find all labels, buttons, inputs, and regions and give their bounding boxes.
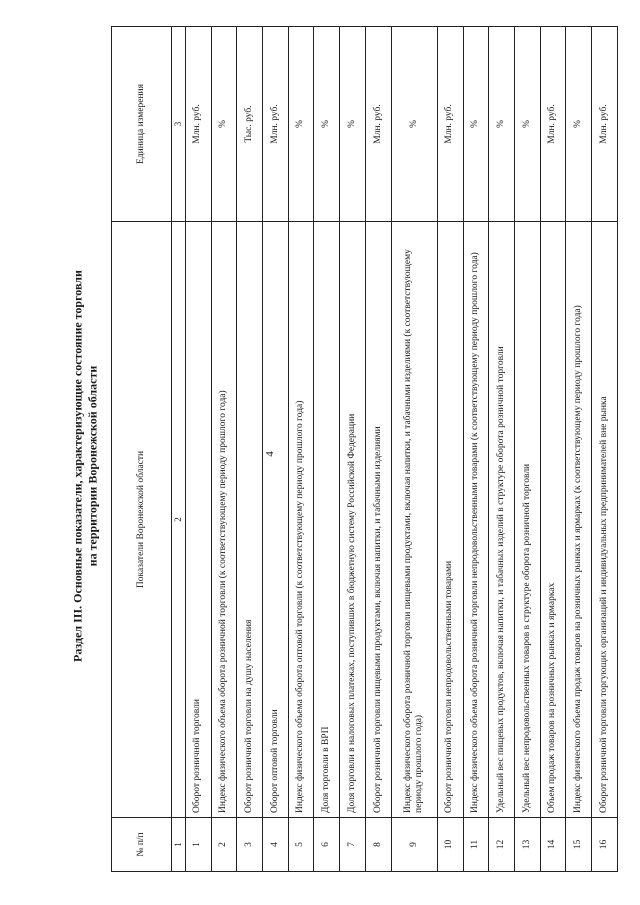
unit-cell: % <box>340 27 366 222</box>
table-row <box>514 27 540 872</box>
unit-cell: Тыс. руб. <box>237 27 263 222</box>
row-number-cell: 10 <box>437 818 463 872</box>
row-number-cell: 4 <box>263 818 289 872</box>
row-number-cell: 6 <box>314 818 340 872</box>
indicator-name-cell: Оборот розничной торговли на душу населения <box>237 222 263 818</box>
unit-cell: % <box>566 27 592 222</box>
page-number: 4 <box>264 451 276 457</box>
indicator-name-cell: Индекс физического объема продаж товаров на розничных рынках и ярмарках (к соответствующему периоду прошлого года) <box>566 222 592 818</box>
indicators-table-container <box>111 27 618 872</box>
unit-cell: % <box>463 27 489 222</box>
indicator-name-cell: Индекс физического оборота розничной торговли пищевыми продуктами, включая напитки, и табачными изделиями (к соответствующему периоду прошлого года) <box>391 222 437 818</box>
row-number-cell: 12 <box>489 818 515 872</box>
indicator-name-cell: Индекс физического объема оборота розничной торговли (к соответствующему периоду прошлого года) <box>211 222 237 818</box>
column-index: 3 <box>172 27 186 222</box>
row-number-cell: 14 <box>540 818 566 872</box>
table-row <box>340 27 366 872</box>
table-row <box>489 27 515 872</box>
table-header-row <box>112 27 172 872</box>
indicator-name-cell: Удельный вес пищевых продуктов, включая напитки, и табачных изделий в структуре оборота розничной торговли <box>489 222 515 818</box>
table-row <box>540 27 566 872</box>
column-index: 2 <box>172 222 186 818</box>
row-number-cell: 2 <box>211 818 237 872</box>
unit-cell: Млн. руб. <box>437 27 463 222</box>
table-row <box>211 27 237 872</box>
indicator-name-cell: Удельный вес непродовольственных товаров в структуре оборота розничной торговли <box>514 222 540 818</box>
unit-cell: % <box>211 27 237 222</box>
indicator-name-cell: Индекс физического объема оборота розничной торговли непродовольственными товарами (к соответствующему периоду прошлого года) <box>463 222 489 818</box>
table-row <box>592 27 618 872</box>
indicator-name-cell: Доля торговли в налоговых платежах, поступивших в бюджетную систему Российской Федерации <box>340 222 366 818</box>
table-row <box>463 27 489 872</box>
column-header-number: № п/п <box>112 818 172 872</box>
row-number-cell: 15 <box>566 818 592 872</box>
table-row <box>185 27 211 872</box>
row-number-cell: 9 <box>391 818 437 872</box>
table-row <box>365 27 391 872</box>
table-row <box>566 27 592 872</box>
unit-cell: Млн. руб. <box>365 27 391 222</box>
table-body <box>185 27 617 872</box>
section-heading-line-2: на территории Воронежской области <box>85 365 100 567</box>
table-row <box>314 27 340 872</box>
unit-cell: Млн. руб. <box>185 27 211 222</box>
unit-cell: % <box>514 27 540 222</box>
row-number-cell: 11 <box>463 818 489 872</box>
table-row <box>263 27 289 872</box>
row-number-cell: 16 <box>592 818 618 872</box>
row-number-cell: 1 <box>185 818 211 872</box>
indicator-name-cell: Доля торговли в ВРП <box>314 222 340 818</box>
unit-cell: % <box>288 27 314 222</box>
table-row <box>391 27 437 872</box>
unit-cell: % <box>489 27 515 222</box>
row-number-cell: 13 <box>514 818 540 872</box>
table-row <box>237 27 263 872</box>
unit-cell: % <box>314 27 340 222</box>
indicators-table <box>111 26 618 872</box>
column-header-unit: Единица измерения <box>112 27 172 222</box>
unit-cell: Млн. руб. <box>263 27 289 222</box>
indicator-name-cell: Оборот розничной торговли непродовольственными товарами <box>437 222 463 818</box>
indicator-name-cell: Оборот розничной торговли торгующих организаций и индивидуальных предпринимателей вне рынка <box>592 222 618 818</box>
indicator-name-cell: Индекс физического объема оборота оптовой торговли (к соответствующему периоду прошлого года) <box>288 222 314 818</box>
section-heading-line-1: Раздел III. Основные показатели, характеризующие состояние торговли <box>70 270 85 662</box>
table-row <box>437 27 463 872</box>
indicator-name-cell: Оборот розничной торговли пищевыми продуктами, включая напитки, и табачными изделиями <box>365 222 391 818</box>
column-header-indicator: Показатели Воронежской области <box>112 222 172 818</box>
unit-cell: Млн. руб. <box>592 27 618 222</box>
table-row <box>288 27 314 872</box>
indicator-name-cell: Объем продаж товаров на розничных рынках и ярмарках <box>540 222 566 818</box>
column-index-row <box>172 27 186 872</box>
column-index: 1 <box>172 818 186 872</box>
row-number-cell: 5 <box>288 818 314 872</box>
indicator-name-cell: Оборот оптовой торговли <box>263 222 289 818</box>
row-number-cell: 3 <box>237 818 263 872</box>
unit-cell: Млн. руб. <box>540 27 566 222</box>
unit-cell: % <box>391 27 437 222</box>
row-number-cell: 8 <box>365 818 391 872</box>
row-number-cell: 7 <box>340 818 366 872</box>
indicator-name-cell: Оборот розничной торговли <box>185 222 211 818</box>
